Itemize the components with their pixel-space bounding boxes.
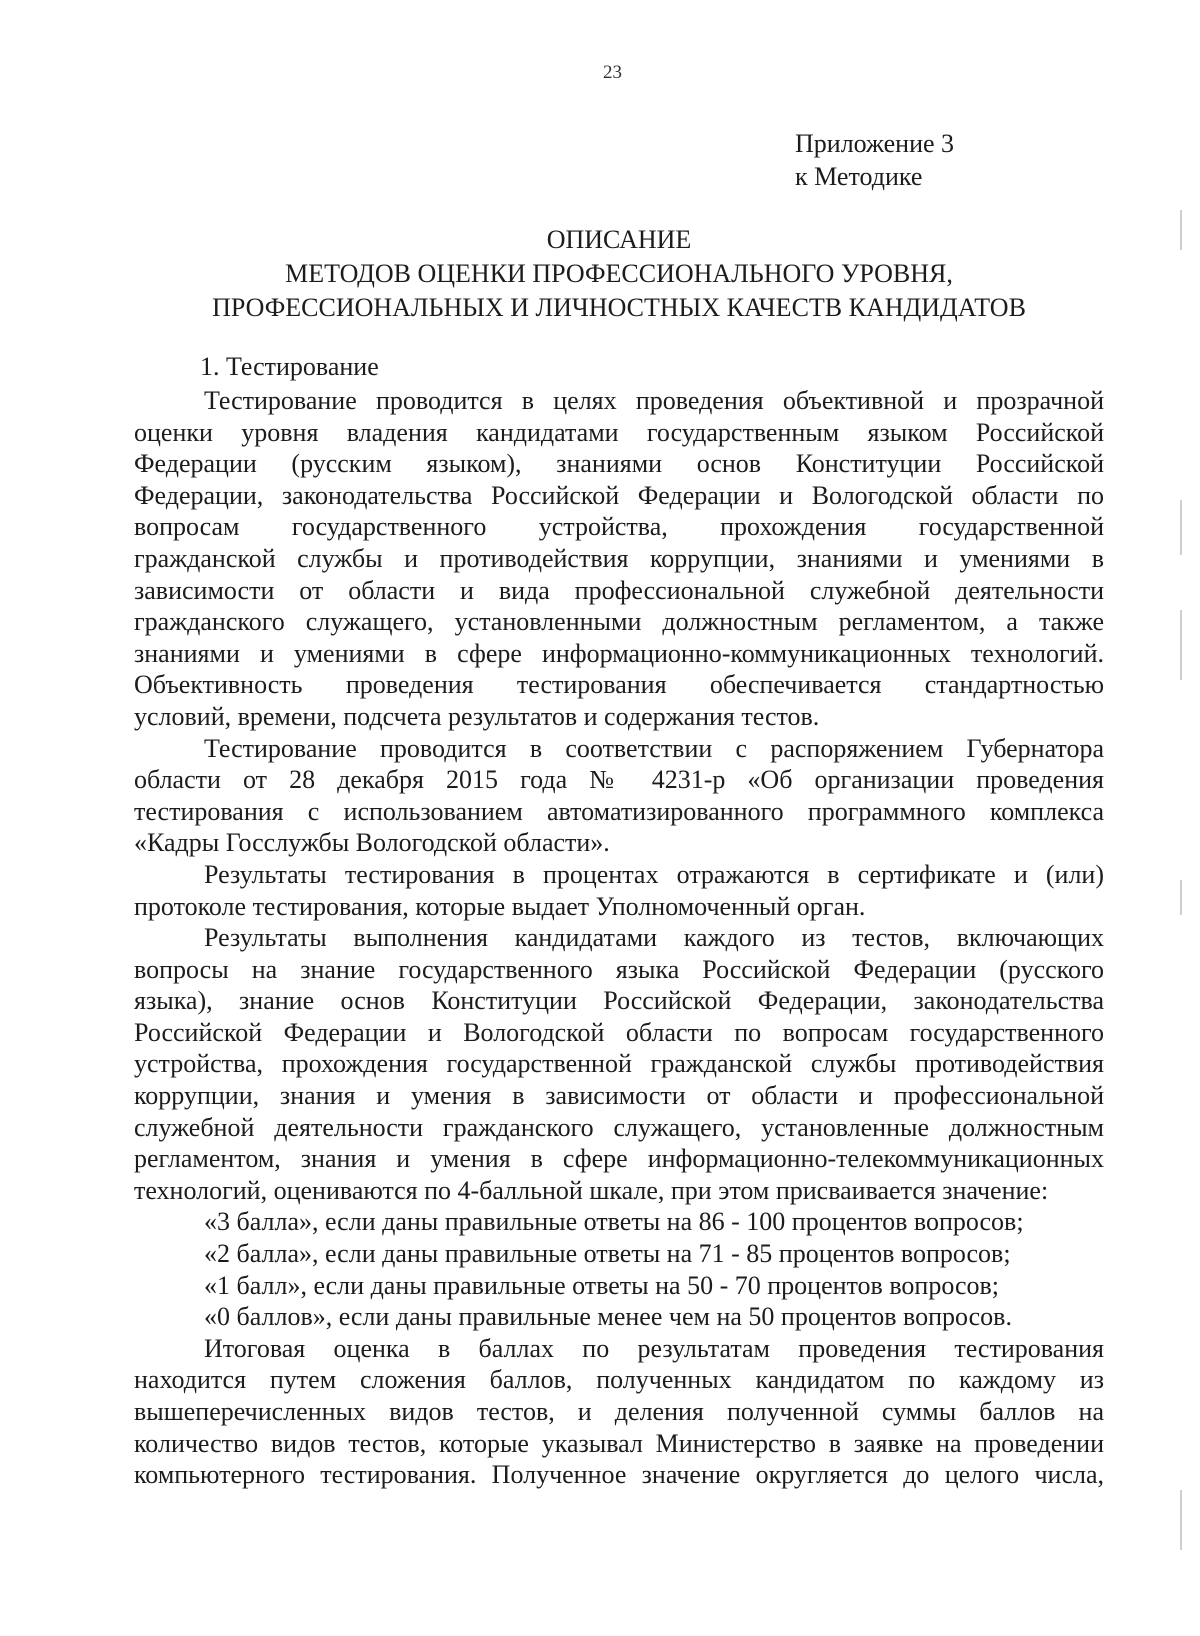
- body-line: «Кадры Госслужбы Вологодской области».: [134, 828, 610, 858]
- body-line: находится путем сложения баллов, полученных кандидатом по каждому из: [134, 1365, 1104, 1395]
- body-line: гражданской службы и противодействия коррупции, знаниями и умениями в: [134, 543, 1104, 573]
- body-line: Итоговая оценка в баллах по результатам проведения тестирования: [204, 1333, 1104, 1363]
- body-line: Результаты тестирования в процентах отражаются в сертификате и (или): [204, 859, 1104, 889]
- body-line: Результаты выполнения кандидатами каждого из тестов, включающих: [204, 923, 1104, 953]
- body-line: языка), знание основ Конституции Российской Федерации, законодательства: [134, 986, 1104, 1016]
- body-line: Объективность проведения тестирования обеспечивается стандартностью: [134, 670, 1104, 700]
- body-line: «1 балл», если даны правильные ответы на 50 - 70 процентов вопросов;: [204, 1270, 1000, 1300]
- body-line: протоколе тестирования, которые выдает Уполномоченный орган.: [134, 891, 866, 921]
- body-line: вышеперечисленных видов тестов, и деления полученной суммы баллов на: [134, 1397, 1104, 1426]
- body-line: Федерации (русским языком), знаниями основ Конституции Российской: [134, 449, 1104, 479]
- scan-mark: [1180, 500, 1182, 555]
- body-line: регламентом, знания и умения в сфере информационно-телекоммуникационных: [134, 1144, 1104, 1174]
- body-text: [134, 385, 1104, 1491]
- appendix-line: Приложение 3: [795, 129, 955, 158]
- body-line: «0 баллов», если даны правильные менее чем на 50 процентов вопросов.: [204, 1302, 1012, 1332]
- title-line: ОПИСАНИЕ: [546, 225, 692, 254]
- appendix-note: [795, 127, 954, 193]
- body-line: зависимости от области и вида профессиональной служебной деятельности: [134, 575, 1104, 605]
- body-line: гражданского служащего, установленными должностным регламентом, а также: [134, 607, 1104, 637]
- body-line: «2 балла», если даны правильные ответы на 71 - 85 процентов вопросов;: [204, 1239, 1011, 1269]
- scan-mark: [1180, 880, 1182, 915]
- body-line: области от 28 декабря 2015 года № 4231-р «Об организации проведения: [134, 765, 1104, 795]
- body-line: коррупции, знания и умения в зависимости от области и профессиональной: [134, 1081, 1104, 1111]
- page-number: 23: [603, 62, 622, 83]
- title-line: ПРОФЕССИОНАЛЬНЫХ И ЛИЧНОСТНЫХ КАЧЕСТВ КАНДИДАТОВ: [212, 293, 1026, 322]
- section-heading: 1. Тестирование: [200, 352, 379, 381]
- document-title: [0, 223, 1200, 325]
- body-line: Тестирование проводится в целях проведения объективной и прозрачной: [204, 386, 1104, 415]
- body-line: «3 балла», если даны правильные ответы на 86 - 100 процентов вопросов;: [204, 1207, 1024, 1237]
- scan-mark: [1180, 610, 1182, 680]
- body-line: тестирования с использованием автоматизированного программного комплекса: [134, 796, 1104, 826]
- body-line: Федерации, законодательства Российской Федерации и Вологодской области по: [134, 480, 1104, 510]
- body-line: устройства, прохождения государственной гражданской службы противодействия: [134, 1049, 1104, 1079]
- appendix-line: к Методике: [795, 162, 923, 191]
- body-line: технологий, оцениваются по 4-балльной шкале, при этом присваивается значение:: [134, 1175, 1049, 1205]
- body-line: вопросам государственного устройства, прохождения государственной: [134, 512, 1104, 542]
- body-line: количество видов тестов, которые указывал Министерство в заявке на проведении: [134, 1428, 1104, 1458]
- title-line: МЕТОДОВ ОЦЕНКИ ПРОФЕССИОНАЛЬНОГО УРОВНЯ,: [285, 259, 953, 288]
- body-line: служебной деятельности гражданского служащего, установленные должностным: [134, 1112, 1104, 1142]
- body-line: условий, времени, подсчета результатов и содержания тестов.: [134, 701, 820, 731]
- scan-mark: [1180, 1490, 1182, 1550]
- body-line: оценки уровня владения кандидатами государственным языком Российской: [134, 417, 1104, 447]
- body-line: компьютерного тестирования. Полученное значение округляется до целого числа,: [134, 1460, 1104, 1490]
- body-line: Тестирование проводится в соответствии с распоряжением Губернатора: [204, 733, 1104, 763]
- body-line: вопросы на знание государственного языка Российской Федерации (русского: [134, 954, 1104, 984]
- scan-mark: [1180, 210, 1182, 250]
- body-line: Российской Федерации и Вологодской области по вопросам государственного: [134, 1017, 1104, 1047]
- body-line: знаниями и умениями в сфере информационно-коммуникационных технологий.: [134, 638, 1104, 668]
